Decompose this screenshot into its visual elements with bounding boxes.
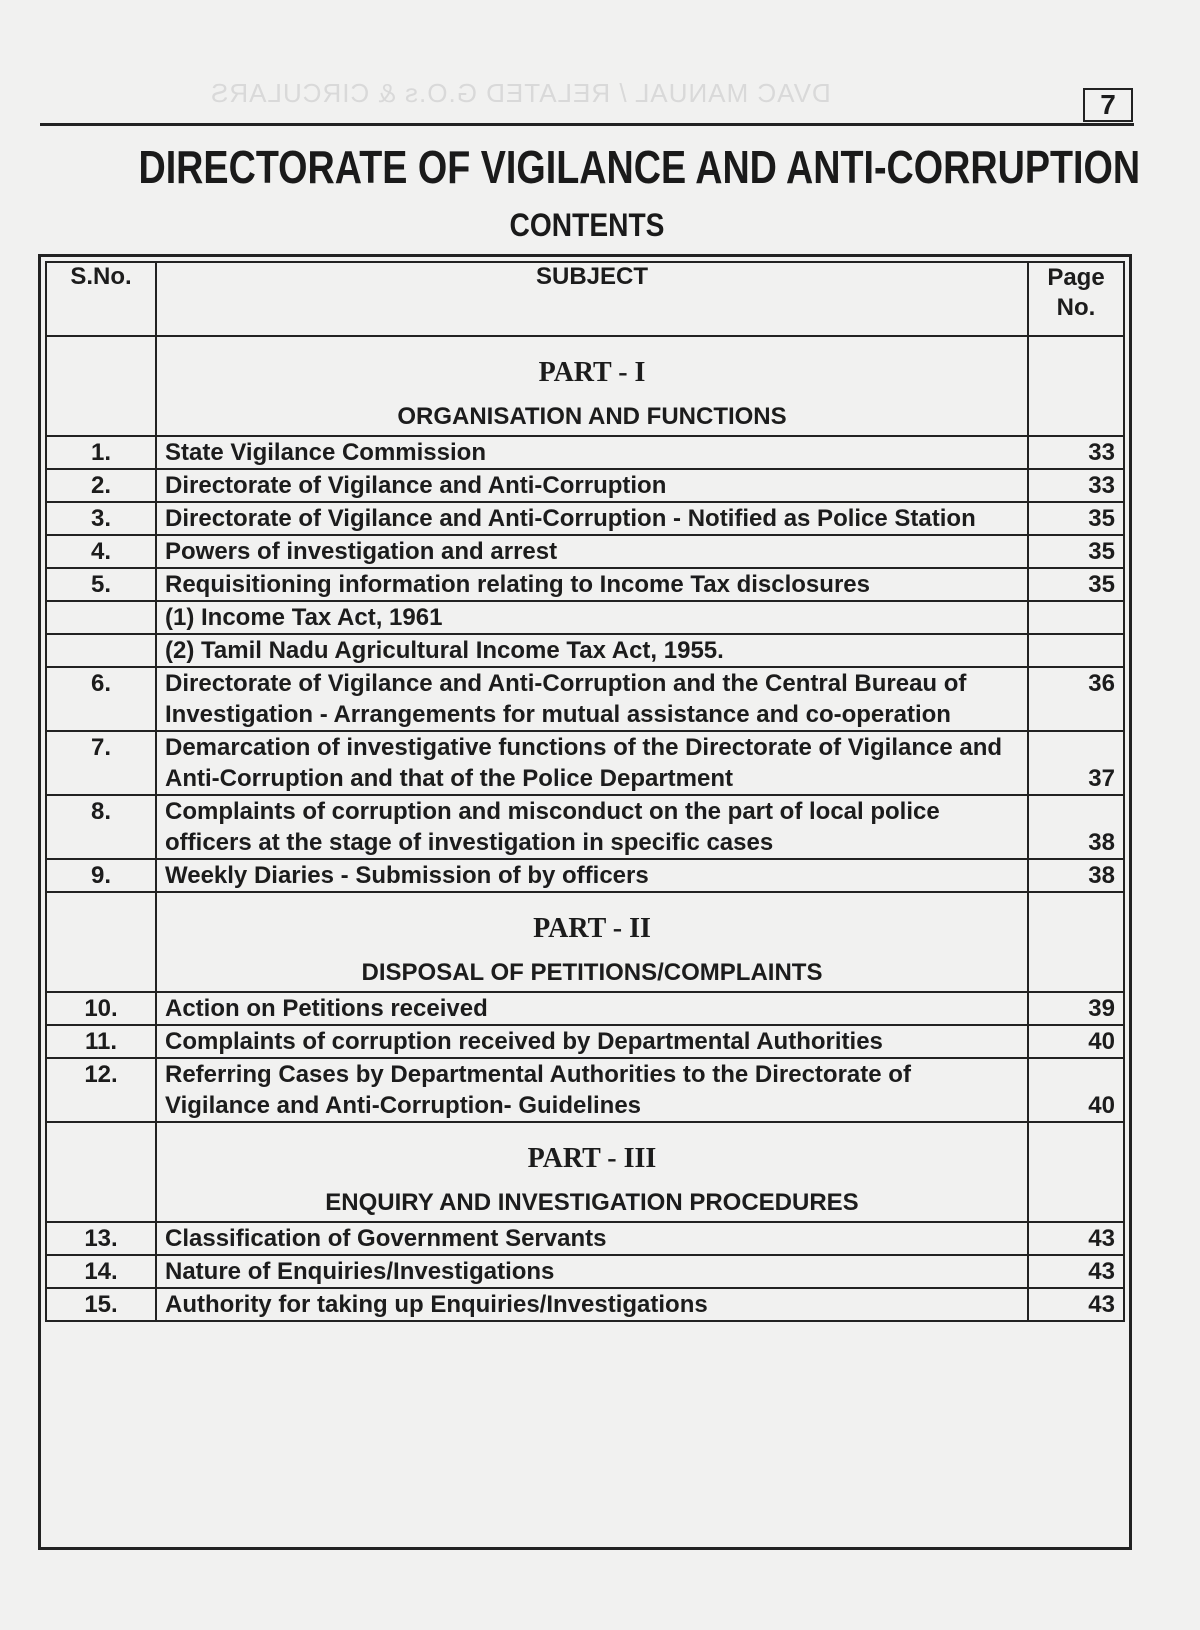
part-title: PART - III [527,1143,657,1174]
table-row [46,601,1124,634]
row-sno [46,601,156,634]
row-page: 37 [1028,731,1124,795]
row-subject: Authority for taking up Enquiries/Investigations [156,1288,1028,1321]
row-sno: 11. [46,1025,156,1058]
part-title: PART - II [533,913,651,944]
row-page: 35 [1028,568,1124,601]
row-subject: (1) Income Tax Act, 1961 [156,601,1028,634]
row-subject: Classification of Government Servants [156,1222,1028,1255]
part-subtitle: DISPOSAL OF PETITIONS/COMPLAINTS [361,959,823,986]
row-sno: 6. [46,667,156,731]
row-subject: Complaints of corruption received by Departmental Authorities [156,1025,1028,1058]
table-row [46,795,1124,859]
table-row [46,502,1124,535]
row-subject: Directorate of Vigilance and Anti-Corruption and the Central Bureau of Investigation - Arrangements for mutual assistance and co-operation [156,667,1028,731]
part-title: PART - I [538,357,646,388]
part-heading-row [46,1122,1124,1222]
row-subject: (2) Tamil Nadu Agricultural Income Tax Act, 1955. [156,634,1028,667]
part-heading-cell [156,892,1028,992]
row-page: 38 [1028,795,1124,859]
table-row [46,992,1124,1025]
table-header-row [46,262,1124,336]
table-row [46,469,1124,502]
part-heading-cell [156,336,1028,436]
empty-cell [46,892,156,992]
empty-cell [1028,336,1124,436]
part-heading-cell [156,1122,1028,1222]
row-sno: 3. [46,502,156,535]
row-page: 43 [1028,1255,1124,1288]
row-page [1028,634,1124,667]
row-page: 39 [1028,992,1124,1025]
table-row [46,535,1124,568]
table-row [46,859,1124,892]
empty-cell [46,1122,156,1222]
row-sno: 4. [46,535,156,568]
row-sno: 10. [46,992,156,1025]
part-heading-row [46,336,1124,436]
table-row [46,1288,1124,1321]
row-sno: 1. [46,436,156,469]
part-subtitle: ENQUIRY AND INVESTIGATION PROCEDURES [325,1189,859,1216]
row-sno [46,634,156,667]
table-row [46,1025,1124,1058]
row-sno: 12. [46,1058,156,1122]
row-page: 43 [1028,1222,1124,1255]
row-subject: Powers of investigation and arrest [156,535,1028,568]
row-page: 40 [1028,1058,1124,1122]
row-page: 33 [1028,436,1124,469]
table-row [46,731,1124,795]
row-subject: Complaints of corruption and misconduct on the part of local police officers at the stage of investigation in specific cases [156,795,1028,859]
table-row [46,634,1124,667]
row-subject: Referring Cases by Departmental Authorities to the Directorate of Vigilance and Anti-Corruption- Guidelines [156,1058,1028,1122]
row-sno: 9. [46,859,156,892]
page-number: 7 [1083,88,1133,122]
row-subject: State Vigilance Commission [156,436,1028,469]
bleed-through-header: DVAC MANUAL / RELATED G.O.s & CIRCULARS [210,78,831,108]
row-page [1028,601,1124,634]
row-sno: 15. [46,1288,156,1321]
row-page: 36 [1028,667,1124,731]
empty-cell [1028,892,1124,992]
row-sno: 7. [46,731,156,795]
row-sno: 2. [46,469,156,502]
header-subject: SUBJECT [156,262,1028,336]
row-page: 33 [1028,469,1124,502]
row-sno: 5. [46,568,156,601]
part-heading-row [46,892,1124,992]
table-row [46,568,1124,601]
row-page: 43 [1028,1288,1124,1321]
row-subject: Requisitioning information relating to Income Tax disclosures [156,568,1028,601]
header-sno: S.No. [46,262,156,336]
header-rule [40,123,1134,126]
row-page: 35 [1028,502,1124,535]
row-page: 38 [1028,859,1124,892]
row-sno: 13. [46,1222,156,1255]
row-subject: Action on Petitions received [156,992,1028,1025]
contents-heading: CONTENTS [509,207,665,243]
empty-cell [1028,1122,1124,1222]
row-subject: Directorate of Vigilance and Anti-Corruption [156,469,1028,502]
row-subject: Directorate of Vigilance and Anti-Corruption - Notified as Police Station [156,502,1028,535]
row-page: 40 [1028,1025,1124,1058]
row-subject: Nature of Enquiries/Investigations [156,1255,1028,1288]
document-title: DIRECTORATE OF VIGILANCE AND ANTI-CORRUPTION [138,141,1141,193]
contents-table-frame [38,254,1132,1550]
row-sno: 14. [46,1255,156,1288]
table-row [46,667,1124,731]
row-page: 35 [1028,535,1124,568]
row-subject: Weekly Diaries - Submission of by officers [156,859,1028,892]
row-subject: Demarcation of investigative functions of the Directorate of Vigilance and Anti-Corruption and that of the Police Department [156,731,1028,795]
contents-table [45,261,1125,1322]
table-row [46,1255,1124,1288]
table-row [46,436,1124,469]
part-subtitle: ORGANISATION AND FUNCTIONS [397,403,787,430]
empty-cell [46,336,156,436]
row-sno: 8. [46,795,156,859]
header-page: Page No. [1028,262,1124,336]
table-row [46,1058,1124,1122]
table-row [46,1222,1124,1255]
